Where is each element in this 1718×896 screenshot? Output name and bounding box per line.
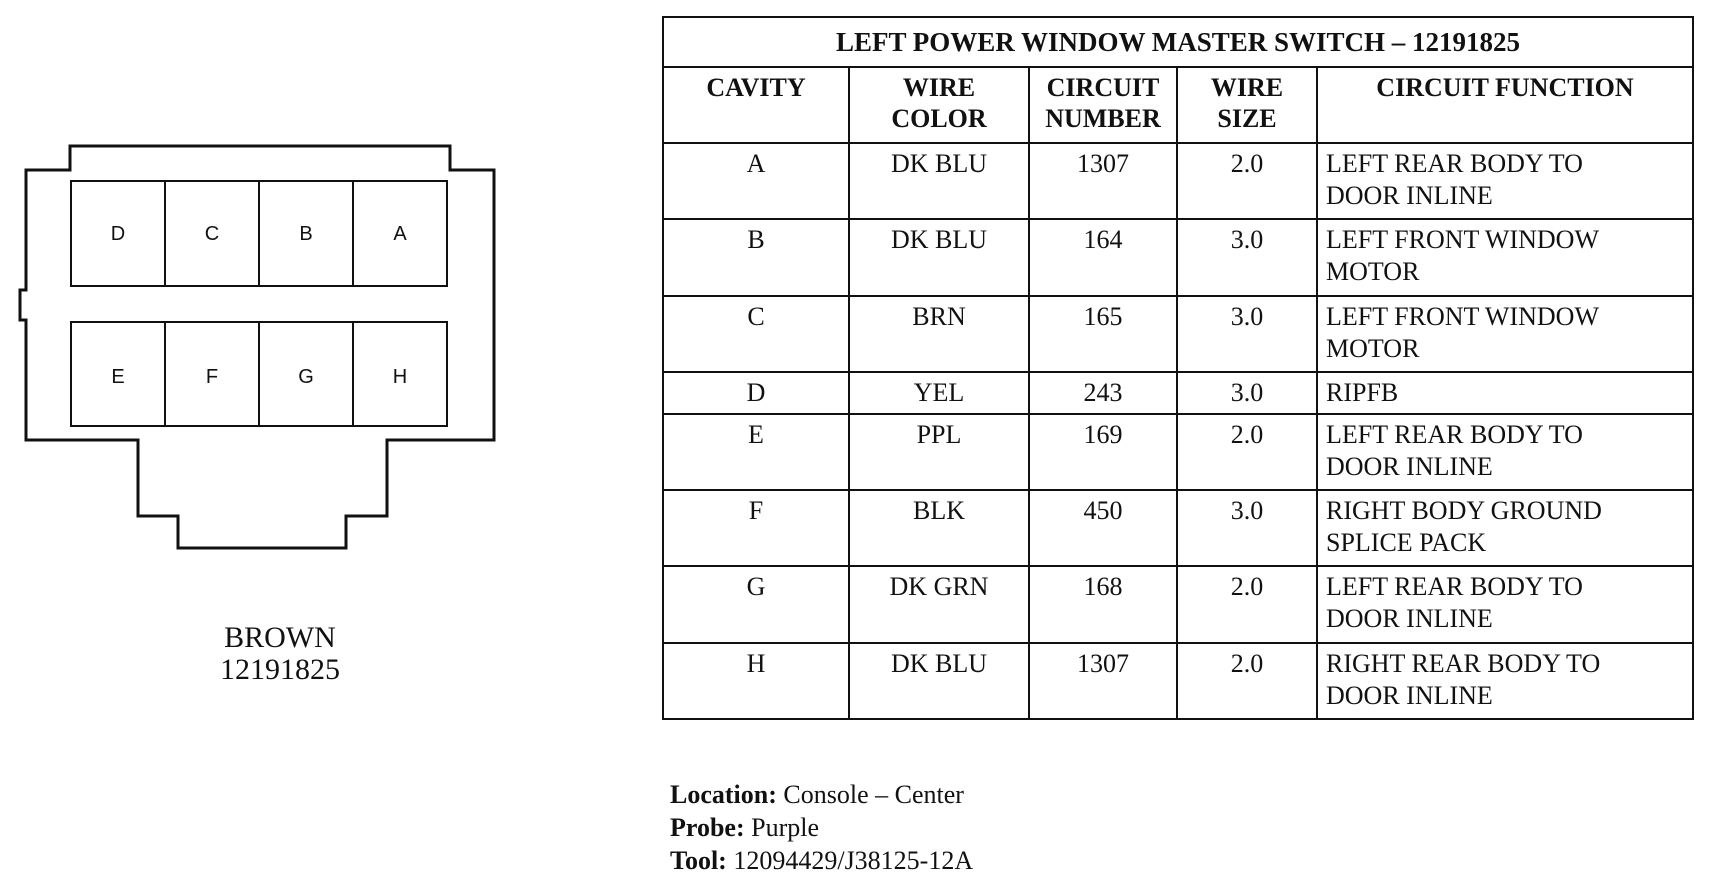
cell-circuit-function (1317, 219, 1693, 295)
header-circuit-number-line2: NUMBER (1045, 104, 1161, 133)
cavity-g-label: G (298, 366, 314, 388)
cell-wire-size: 2.0 (1177, 143, 1317, 219)
header-circuit-number (1029, 67, 1177, 143)
cell-cavity: E (663, 414, 849, 490)
table-row (663, 490, 1693, 566)
location-label: Location: (670, 780, 777, 809)
table-title-row (663, 17, 1693, 67)
header-circuit-function: CIRCUIT FUNCTION (1317, 67, 1693, 143)
cavity-row-bottom (71, 322, 447, 426)
table-row (663, 296, 1693, 372)
cavity-c-label: C (204, 223, 220, 245)
cell-circuit-number: 165 (1029, 296, 1177, 372)
cell-circuit-number: 450 (1029, 490, 1177, 566)
cell-function-line2: DOOR INLINE (1326, 680, 1493, 710)
connector-notes (670, 778, 973, 877)
cell-wire-color: DK BLU (849, 643, 1029, 719)
header-wire-color-line1: WIRE (902, 73, 976, 102)
cell-circuit-function (1317, 143, 1693, 219)
table-row (663, 414, 1693, 490)
probe-line (670, 811, 973, 844)
pinout-table (662, 16, 1694, 720)
table-row (663, 219, 1693, 295)
cell-wire-size: 3.0 (1177, 219, 1317, 295)
cell-circuit-number: 1307 (1029, 643, 1177, 719)
tool-label: Tool: (670, 846, 727, 875)
cavity-b-label: B (299, 223, 313, 245)
header-wire-size-line2: SIZE (1217, 104, 1277, 133)
location-line (670, 778, 973, 811)
cell-circuit-number: 243 (1029, 372, 1177, 413)
cell-wire-color: YEL (849, 372, 1029, 413)
cell-function-line1: RIPFB (1326, 378, 1399, 408)
cell-function-line2: MOTOR (1326, 333, 1420, 363)
cell-function-line1: LEFT FRONT WINDOW (1326, 225, 1599, 255)
header-cavity: CAVITY (663, 67, 849, 143)
probe-value: Purple (751, 813, 820, 842)
cavity-h-label: H (392, 366, 408, 388)
cavity-d-label: D (110, 223, 126, 245)
cavity-f-label: F (205, 366, 219, 388)
connector-part-number: 12191825 (220, 653, 340, 686)
cell-wire-size: 3.0 (1177, 296, 1317, 372)
cell-cavity: D (663, 372, 849, 413)
cell-circuit-number: 169 (1029, 414, 1177, 490)
cell-circuit-number: 1307 (1029, 143, 1177, 219)
cell-wire-color: PPL (849, 414, 1029, 490)
table-row (663, 643, 1693, 719)
cell-cavity: G (663, 566, 849, 642)
cell-wire-size: 2.0 (1177, 566, 1317, 642)
connector-color-caption: BROWN (224, 621, 336, 654)
cell-function-line1: LEFT REAR BODY TO (1326, 149, 1583, 178)
location-value: Console – Center (783, 780, 964, 809)
header-wire-color (849, 67, 1029, 143)
cell-function-line2: DOOR INLINE (1326, 604, 1493, 634)
cell-wire-size: 3.0 (1177, 490, 1317, 566)
cell-wire-color: DK GRN (849, 566, 1029, 642)
cell-wire-size: 3.0 (1177, 372, 1317, 413)
cell-circuit-function (1317, 490, 1693, 566)
cell-function-line1: LEFT REAR BODY TO (1326, 572, 1583, 602)
header-wire-color-line2: COLOR (891, 104, 987, 133)
cavity-row-top (71, 181, 447, 286)
tool-value: 12094429/J38125-12A (733, 846, 974, 875)
table-row (663, 372, 1693, 413)
cell-cavity: F (663, 490, 849, 566)
cell-wire-color: BRN (849, 296, 1029, 372)
cell-circuit-function (1317, 372, 1693, 413)
cell-wire-size: 2.0 (1177, 643, 1317, 719)
tool-line (670, 844, 973, 877)
cell-cavity: B (663, 219, 849, 295)
cell-function-line1: LEFT REAR BODY TO (1326, 419, 1583, 449)
cell-cavity: A (663, 143, 849, 219)
cavity-a-label: A (393, 223, 407, 245)
header-wire-size (1177, 67, 1317, 143)
table-header-row (663, 67, 1693, 143)
cavity-e-label: E (111, 366, 125, 388)
cell-cavity: H (663, 643, 849, 719)
connector-outline (20, 146, 494, 548)
cell-wire-color: BLK (849, 490, 1029, 566)
cell-wire-color: DK BLU (849, 219, 1029, 295)
table-row (663, 566, 1693, 642)
header-wire-size-line1: WIRE (1210, 73, 1284, 102)
cell-circuit-function (1317, 296, 1693, 372)
connector-diagram (0, 0, 520, 580)
cell-function-line1: RIGHT BODY GROUND (1326, 495, 1602, 525)
table-title: LEFT POWER WINDOW MASTER SWITCH – 12191825 (663, 17, 1693, 67)
probe-label: Probe: (670, 813, 745, 842)
table-row (663, 143, 1693, 219)
header-circuit-number-line1: CIRCUIT (1046, 73, 1160, 102)
cell-function-line1: RIGHT REAR BODY TO (1326, 648, 1601, 678)
cell-cavity: C (663, 296, 849, 372)
cell-circuit-function (1317, 643, 1693, 719)
cell-function-line2: DOOR INLINE (1326, 451, 1493, 481)
cell-function-line2: MOTOR (1326, 257, 1420, 287)
cell-circuit-number: 168 (1029, 566, 1177, 642)
cell-circuit-number: 164 (1029, 219, 1177, 295)
cell-circuit-function (1317, 566, 1693, 642)
cell-circuit-function (1317, 414, 1693, 490)
cell-wire-size: 2.0 (1177, 414, 1317, 490)
cell-function-line2: SPLICE PACK (1326, 527, 1487, 557)
cell-function-line1: LEFT FRONT WINDOW (1326, 301, 1599, 331)
cell-function-line2: DOOR INLINE (1326, 181, 1493, 210)
cell-wire-color: DK BLU (849, 143, 1029, 219)
